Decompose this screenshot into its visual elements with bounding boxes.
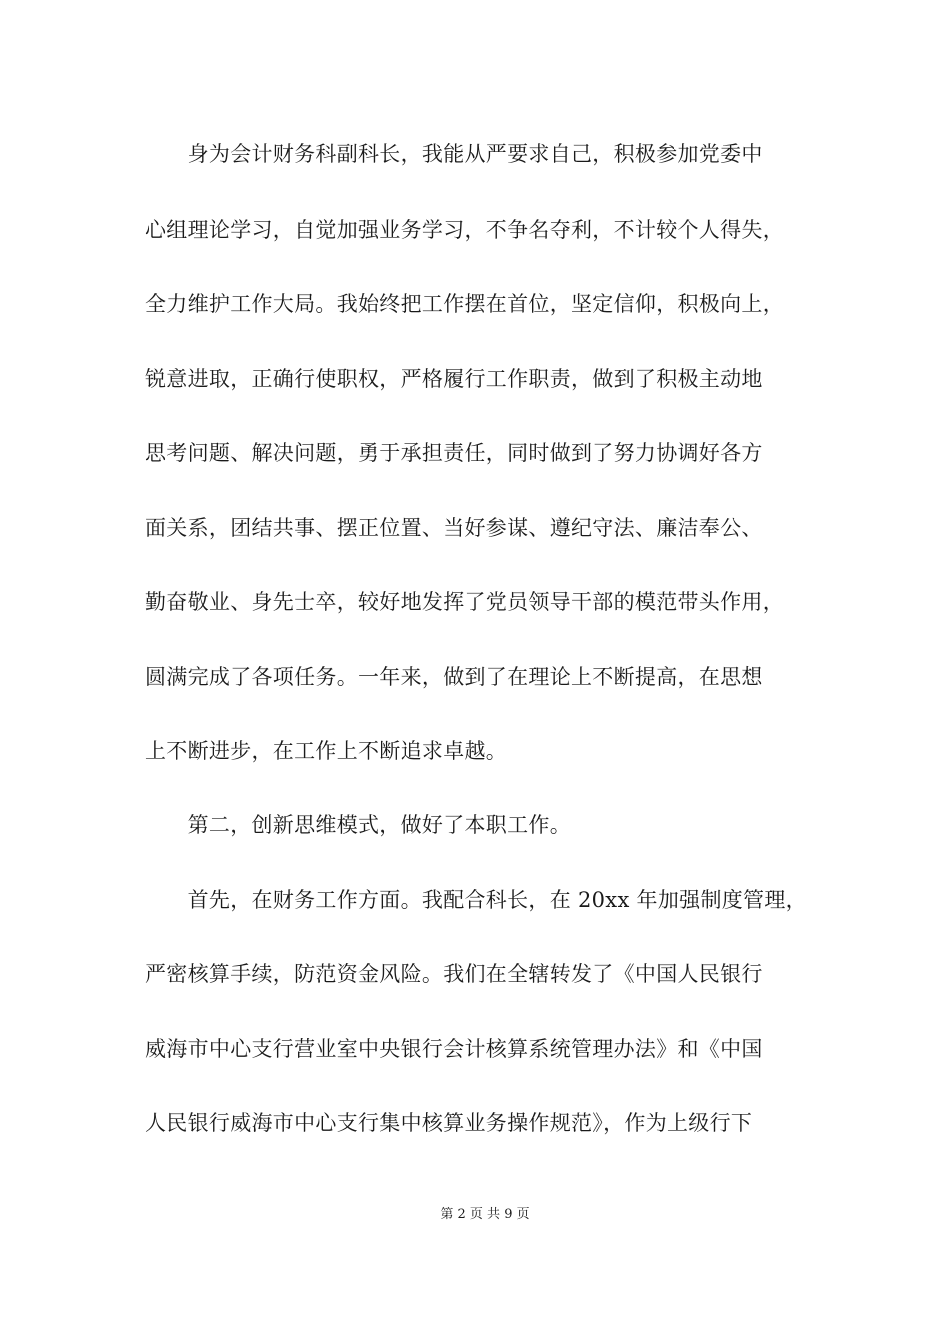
paragraph-line: 身为会计财务科副科长，我能从严要求自己，积极参加党委中 bbox=[145, 142, 763, 166]
paragraph-line: 锐意进取，正确行使职权，严格履行工作职责，做到了积极主动地 bbox=[145, 367, 763, 391]
paragraph-line: 心组理论学习，自觉加强业务学习，不争名夺利，不计较个人得失， bbox=[145, 218, 784, 242]
paragraph-line: 首先，在财务工作方面。我配合科长，在 20xx 年加强制度管理， bbox=[145, 888, 807, 912]
paragraph-line: 严密核算手续，防范资金风险。我们在全辖转发了《中国人民银行 bbox=[145, 962, 763, 986]
paragraph-line: 威海市中心支行营业室中央银行会计核算系统管理办法》和《中国 bbox=[145, 1037, 763, 1061]
paragraph-line: 思考问题、解决问题，勇于承担责任，同时做到了努力协调好各方 bbox=[145, 441, 763, 465]
paragraph-line: 上不断进步，在工作上不断追求卓越。 bbox=[145, 739, 508, 763]
paragraph-line: 圆满完成了各项任务。一年来，做到了在理论上不断提高，在思想 bbox=[145, 665, 763, 689]
page-number-footer: 第 2 页 共 9 页 bbox=[440, 1207, 530, 1222]
paragraph-line: 面关系，团结共事、摆正位置、当好参谋、遵纪守法、廉洁奉公、 bbox=[145, 516, 763, 540]
paragraph-line: 第二，创新思维模式，做好了本职工作。 bbox=[145, 813, 571, 837]
paragraph-line: 全力维护工作大局。我始终把工作摆在首位，坚定信仰，积极向上， bbox=[145, 292, 784, 316]
paragraph-line: 人民银行威海市中心支行集中核算业务操作规范》，作为上级行下 bbox=[145, 1111, 753, 1135]
paragraph-line: 勤奋敬业、身先士卒，较好地发挥了党员领导干部的模范带头作用， bbox=[145, 590, 784, 614]
